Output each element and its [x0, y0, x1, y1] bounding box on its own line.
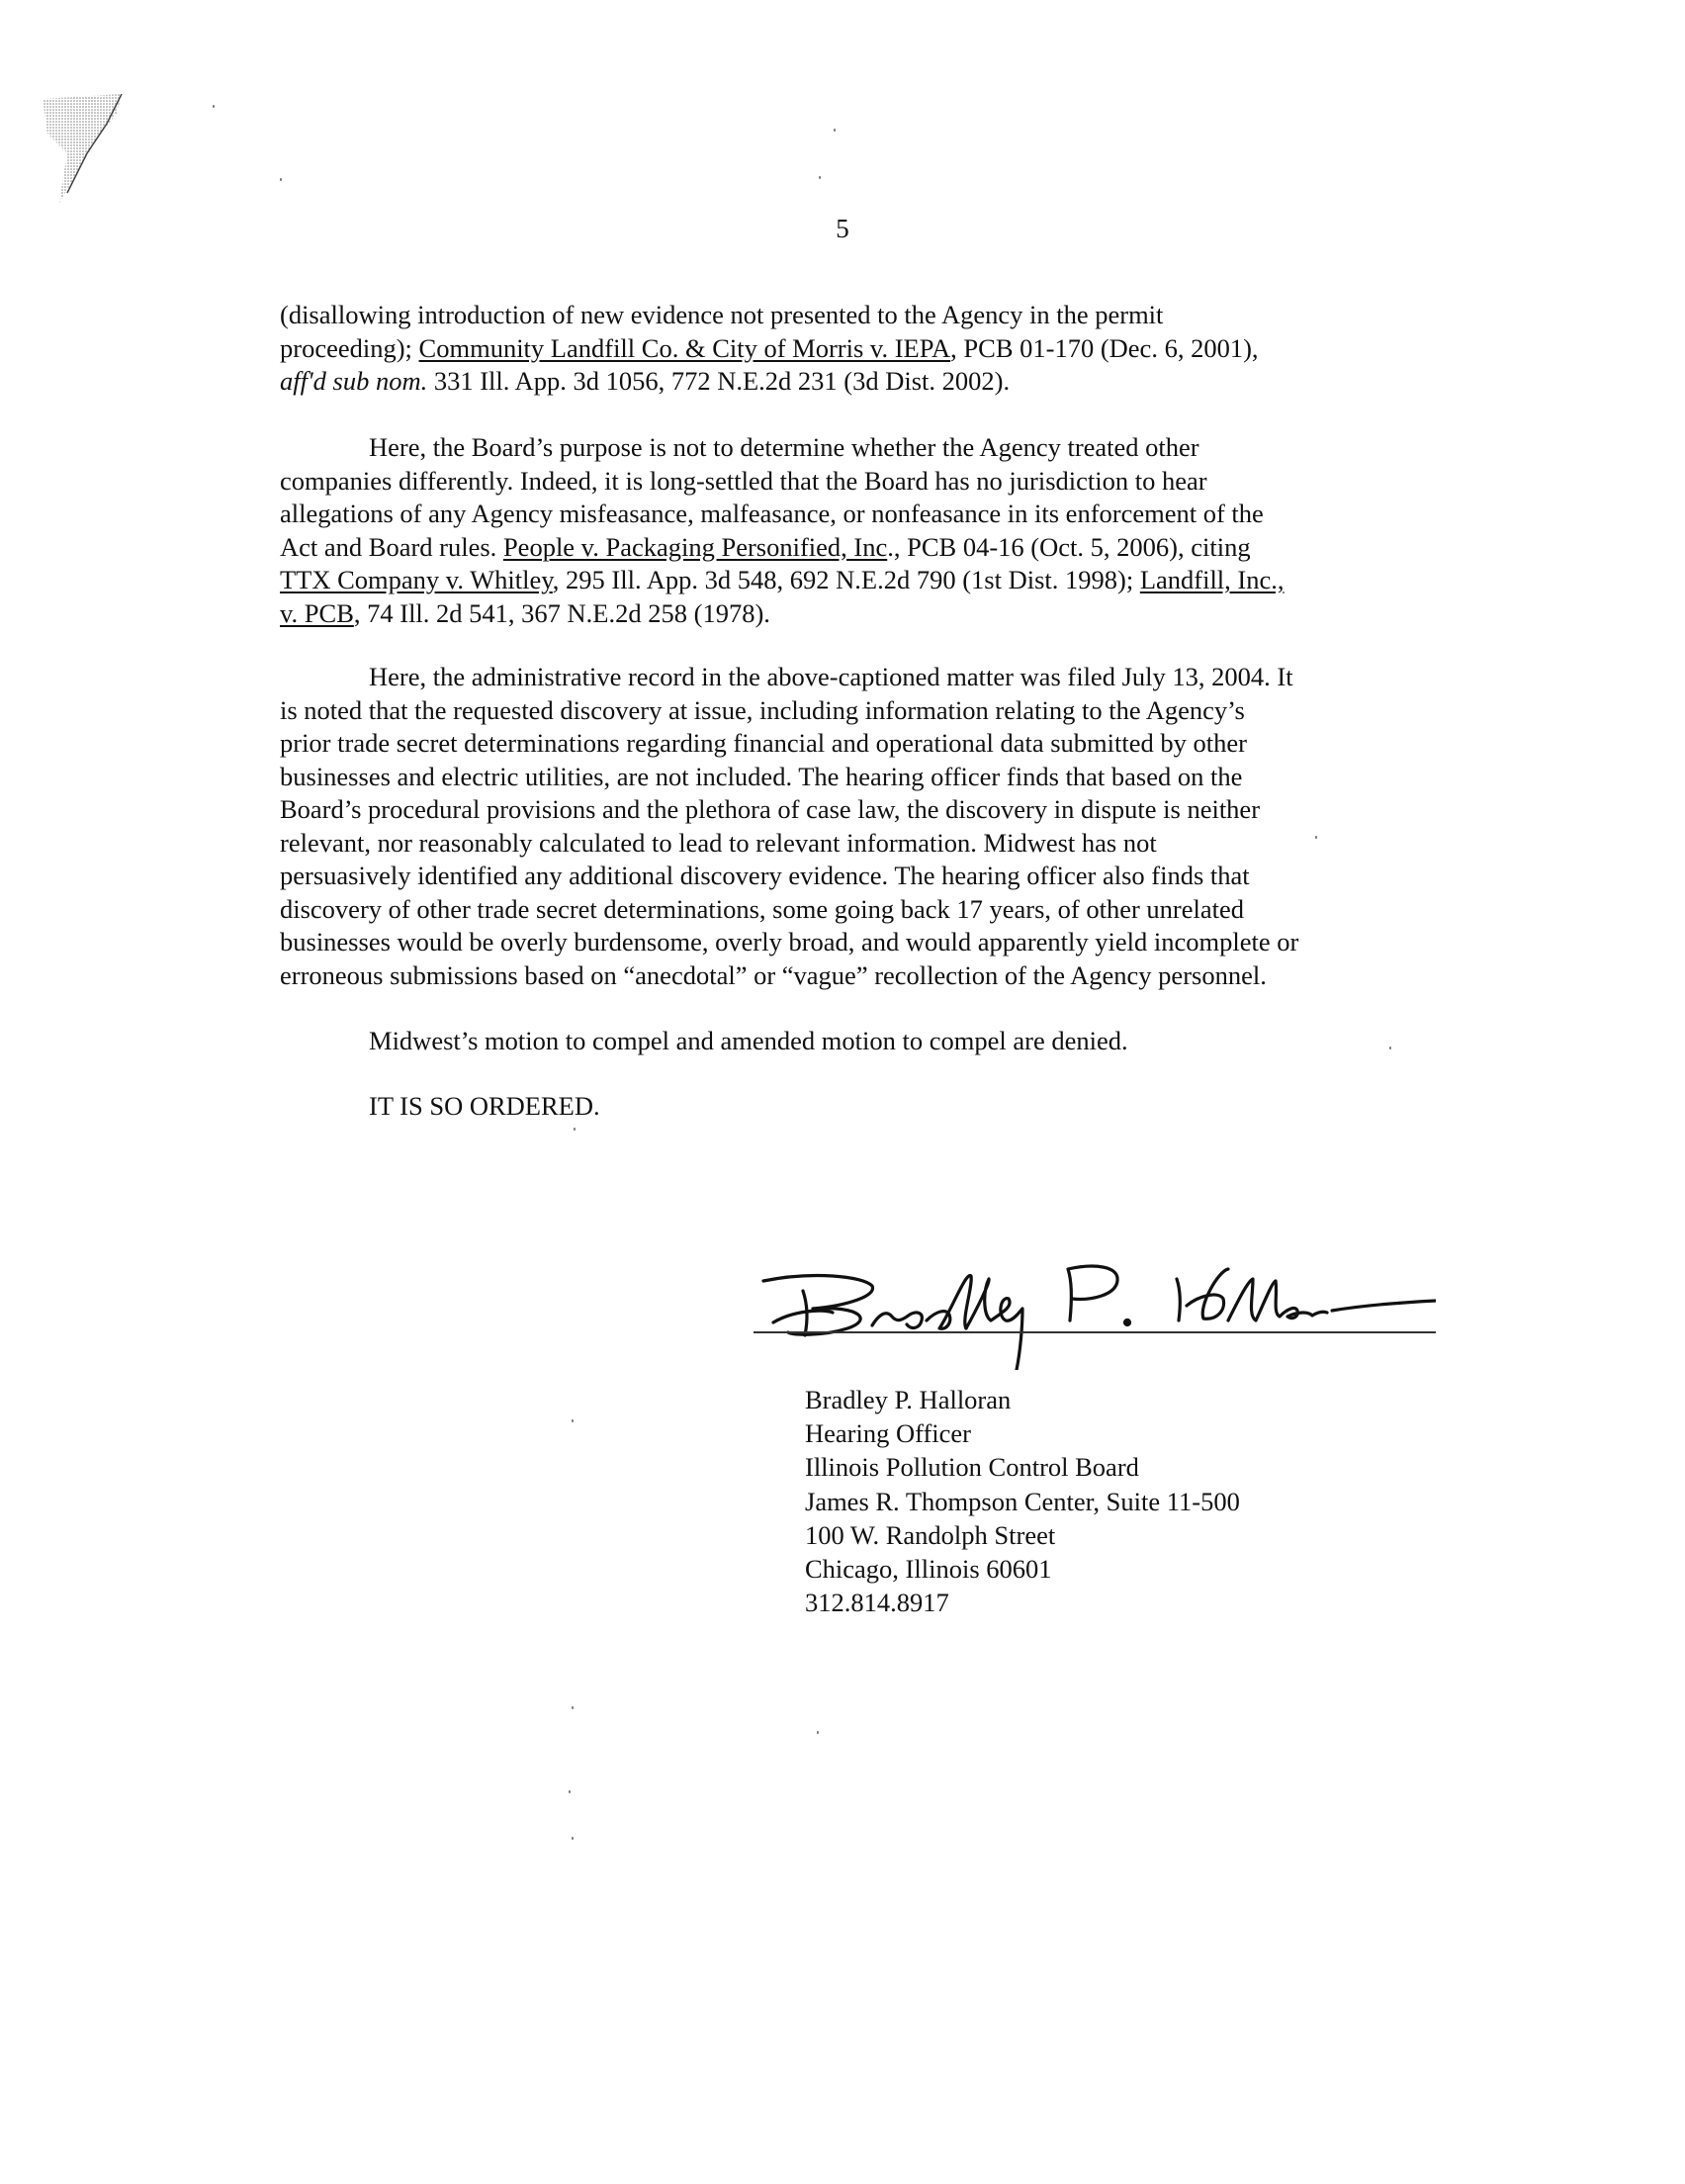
text-line: businesses would be overly burdensome, overly broad, and would apparently yield incomplete or [280, 927, 1299, 956]
signer-title: Hearing Officer [805, 1418, 971, 1449]
text-line: persuasively identified any additional discovery evidence. The hearing officer also finds that [280, 861, 1250, 890]
scan-speck [280, 178, 282, 181]
text-line [280, 365, 1417, 399]
text-fragment: , 74 Ill. 2d 541, 367 N.E.2d 258 (1978). [353, 597, 770, 628]
scan-speck [569, 1790, 571, 1793]
case-citation: TTX Company v. Whitley [280, 565, 553, 594]
text-line: companies differently. Indeed, it is long-settled that the Board has no jurisdiction to hear [280, 465, 1207, 496]
scan-artifact [38, 94, 136, 213]
text-line [280, 597, 1417, 631]
text-fragment: proceeding); [280, 332, 419, 363]
scan-speck [817, 1731, 819, 1734]
text-line: prior trade secret determinations regarding financial and operational data submitted by other [280, 728, 1247, 758]
text-fragment: Act and Board rules. [280, 531, 503, 562]
signature-line [754, 1331, 1436, 1333]
text-line: erroneous submissions based on “anecdotal” or “vague” recollection of the Agency personnel. [280, 959, 1267, 990]
paragraph-ruling [280, 1025, 1417, 1058]
signature-address-block [805, 1383, 1240, 1619]
text-fragment: , 295 Ill. App. 3d 548, 692 N.E.2d 790 (1st Dist. 1998); [552, 565, 1140, 594]
text-line: Board’s procedural provisions and the plethora of case law, the discovery in dispute is neither [280, 794, 1261, 824]
handwritten-signature [754, 1251, 1436, 1370]
case-citation: Landfill, Inc., [1139, 565, 1285, 594]
scan-speck [213, 105, 215, 108]
scan-speck [572, 1837, 574, 1840]
text-line [280, 332, 1417, 366]
text-line: allegations of any Agency misfeasance, malfeasance, or nonfeasance in its enforcement of the [280, 499, 1264, 528]
text-line [280, 564, 1417, 597]
order-text: IT IS SO ORDERED. [369, 1091, 600, 1121]
scan-speck [834, 129, 836, 132]
paragraph-order [280, 1090, 1417, 1124]
text-fragment: , PCB 01-170 (Dec. 6, 2001), [950, 332, 1259, 363]
phone-number: 312.814.8917 [805, 1588, 949, 1618]
page-number: 5 [836, 214, 849, 243]
case-citation: People v. Packaging Personified, Inc [502, 531, 888, 562]
case-citation: v. PCB [280, 597, 354, 628]
building-suite: James R. Thompson Center, Suite 11-500 [805, 1486, 1240, 1516]
text-line: (disallowing introduction of new evidence not presented to the Agency in the permit [280, 300, 1164, 329]
city-state-zip: Chicago, Illinois 60601 [805, 1554, 1052, 1585]
text-line: is noted that the requested discovery at issue, including information relating to the Agency’s [280, 694, 1245, 725]
scan-speck [574, 1128, 576, 1131]
street-address: 100 W. Randolph Street [805, 1519, 1056, 1550]
text-line: discovery of other trade secret determinations, some going back 17 years, of other unrelated [280, 893, 1245, 924]
case-citation: Community Landfill Co. & City of Morris v. IEPA [418, 332, 951, 363]
scan-speck [572, 1419, 574, 1422]
italic-phrase: aff'd sub nom. [280, 366, 428, 396]
signer-name: Bradley P. Halloran [805, 1385, 1012, 1414]
organization-name: Illinois Pollution Control Board [805, 1452, 1139, 1483]
scan-speck [572, 1706, 574, 1709]
text-line: Here, the administrative record in the above-captioned matter was filed July 13, 2004. It [369, 662, 1293, 691]
paragraph-citation-continuation [280, 299, 1417, 399]
paragraph-findings [280, 661, 1417, 992]
text-fragment: ., PCB 04-16 (Oct. 5, 2006), citing [887, 531, 1251, 562]
paragraph-board-purpose [280, 431, 1417, 630]
scan-speck [819, 176, 821, 179]
ruling-text: Midwest’s motion to compel and amended motion to compel are denied. [369, 1026, 1128, 1055]
text-line: businesses and electric utilities, are not included. The hearing officer finds that based on the [280, 761, 1243, 791]
text-fragment: 331 Ill. App. 3d 1056, 772 N.E.2d 231 (3d Dist. 2002). [427, 366, 1011, 396]
text-line [280, 531, 1417, 565]
text-line: relevant, nor reasonably calculated to lead to relevant information. Midwest has not [280, 827, 1157, 858]
text-line: Here, the Board’s purpose is not to determine whether the Agency treated other [369, 432, 1199, 462]
